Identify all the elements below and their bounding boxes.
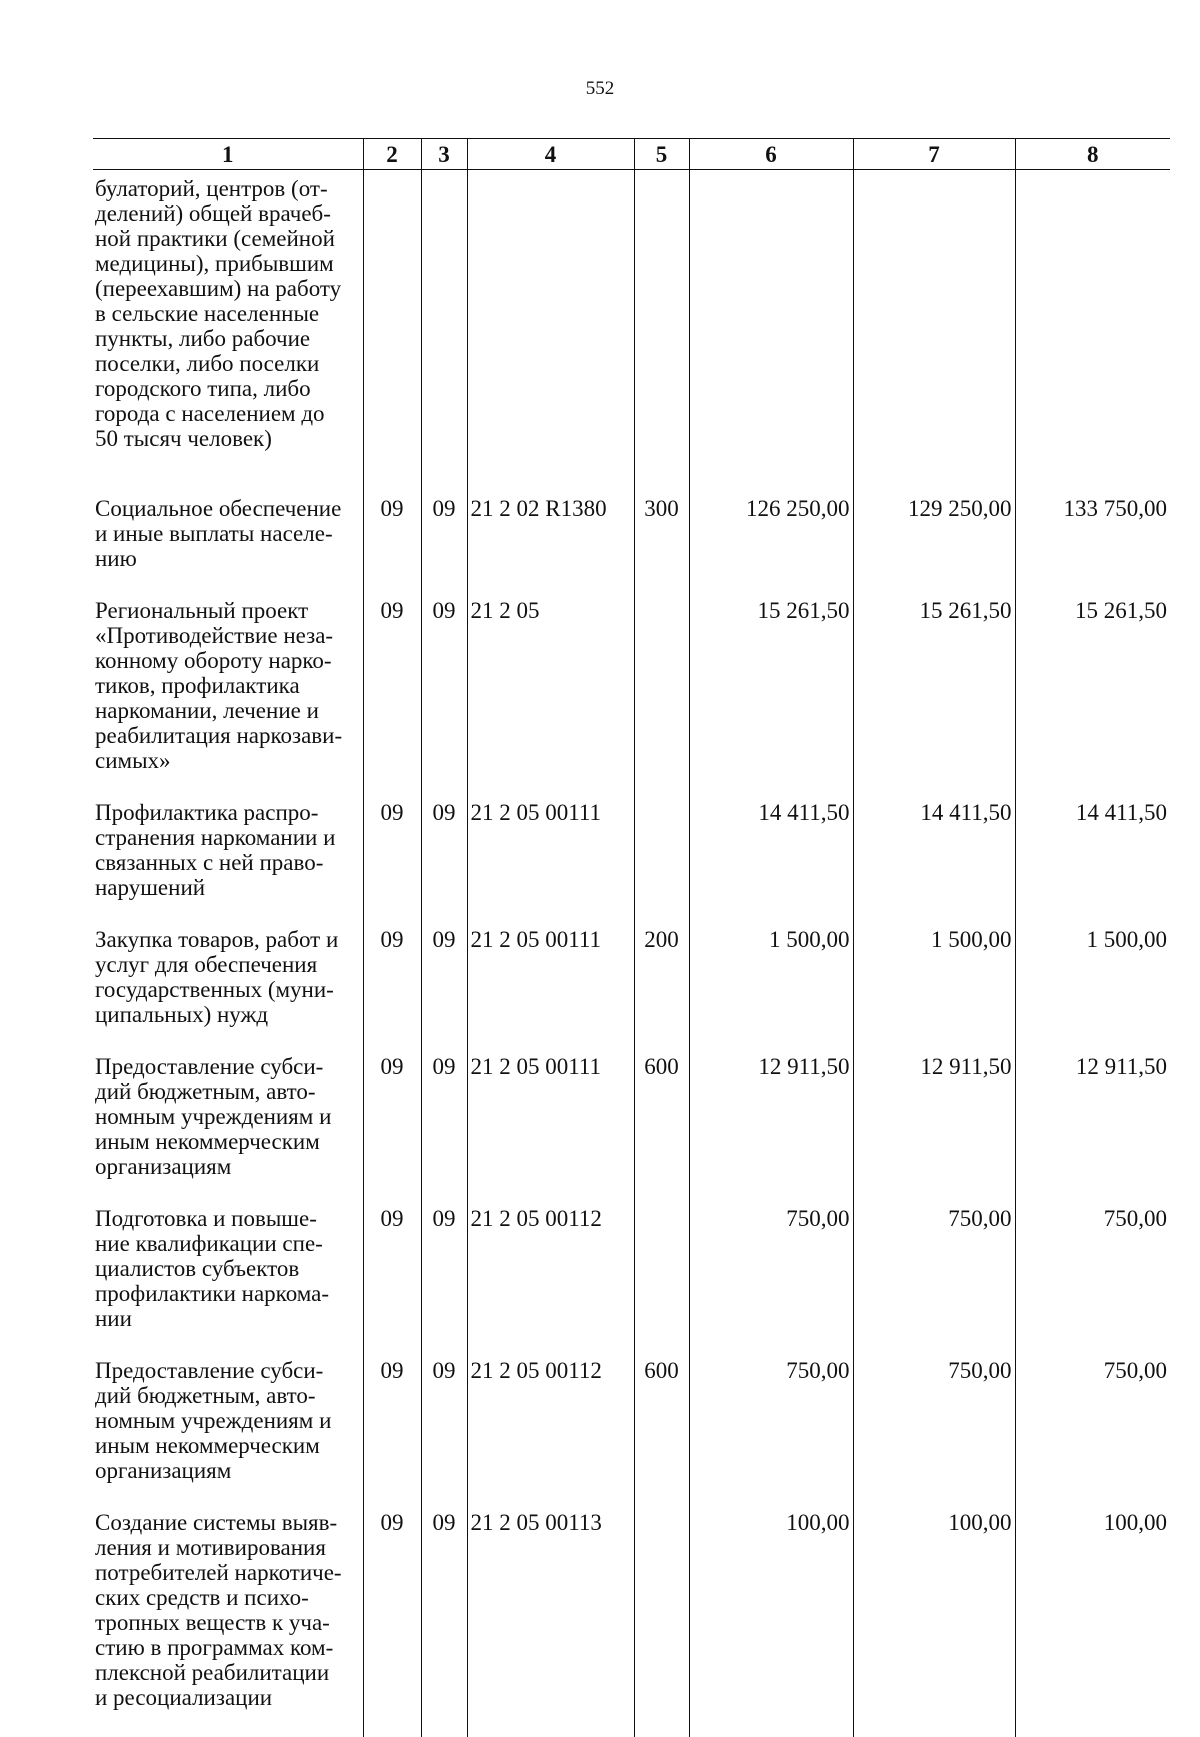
row-subsection-cell: 09 xyxy=(421,800,467,927)
table-end xyxy=(93,1596,1170,1597)
row-name-cell: Предоставление субси- дий бюджетным, авто- номным учреждениям и иным некоммерческим организациям xyxy=(93,1358,363,1510)
row-name-cell: Профилактика распро- странения наркомании и связанных с ней право- нарушений xyxy=(93,800,363,927)
row-name-cell: Создание системы выяв- ления и мотивирования потребителей наркотиче- ских средств и психо- тропных веществ к уча- стию в программах ком- плексной реабилитации и ресоциализации xyxy=(93,1510,363,1737)
row-subsection-cell: 09 xyxy=(421,1358,467,1510)
row-section-cell: 09 xyxy=(363,800,421,927)
row-target-article-cell: 21 2 05 00111 xyxy=(467,927,634,1054)
header-col-7: 7 xyxy=(853,139,1015,170)
row-amount-col6-cell: 15 261,50 xyxy=(689,598,853,800)
row-target-article-cell: 21 2 02 R1380 xyxy=(467,478,634,598)
table-row xyxy=(93,478,1170,598)
header-col-3: 3 xyxy=(421,139,467,170)
header-col-8: 8 xyxy=(1015,139,1170,170)
row-target-article-cell: 21 2 05 00112 xyxy=(467,1206,634,1358)
row-name-cell: Предоставление субси- дий бюджетным, авто- номным учреждениям и иным некоммерческим организациям xyxy=(93,1054,363,1206)
row-amount-col6-cell: 126 250,00 xyxy=(689,478,853,598)
header-col-4: 4 xyxy=(467,139,634,170)
row-subsection-cell: 09 xyxy=(421,1054,467,1206)
row-target-article-cell xyxy=(467,170,634,479)
header-col-5: 5 xyxy=(634,139,689,170)
table-row xyxy=(93,1510,1170,1737)
row-amount-col6-cell: 750,00 xyxy=(689,1206,853,1358)
row-subsection-cell: 09 xyxy=(421,478,467,598)
row-name-cell: Закупка товаров, работ и услуг для обеспечения государственных (муни- ципальных) нужд xyxy=(93,927,363,1054)
row-subsection-cell: 09 xyxy=(421,1510,467,1737)
row-amount-col6-cell: 12 911,50 xyxy=(689,1054,853,1206)
row-target-article-cell: 21 2 05 00111 xyxy=(467,800,634,927)
header-col-2: 2 xyxy=(363,139,421,170)
table-row xyxy=(93,170,1170,479)
header-row xyxy=(93,139,1170,170)
row-amount-col6-cell xyxy=(689,170,853,479)
row-amount-col6-cell: 14 411,50 xyxy=(689,800,853,927)
row-amount-col6-cell: 750,00 xyxy=(689,1358,853,1510)
row-expense-type-cell xyxy=(634,598,689,800)
row-subsection-cell xyxy=(421,170,467,479)
row-amount-col8-cell xyxy=(1015,170,1170,479)
row-section-cell: 09 xyxy=(363,1358,421,1510)
budget-table xyxy=(93,138,1170,1737)
table-row xyxy=(93,598,1170,800)
header-col-1: 1 xyxy=(93,139,363,170)
row-amount-col8-cell: 100,00 xyxy=(1015,1510,1170,1737)
row-name-cell: Социальное обеспечение и иные выплаты населе- нию xyxy=(93,478,363,598)
row-amount-col7-cell: 129 250,00 xyxy=(853,478,1015,598)
row-name-cell: Региональный проект «Противодействие неза- конному обороту нарко- тиков, профилактика наркомании, лечение и реабилитация наркозави- симых» xyxy=(93,598,363,800)
row-amount-col7-cell: 750,00 xyxy=(853,1358,1015,1510)
row-expense-type-cell xyxy=(634,170,689,479)
row-section-cell: 09 xyxy=(363,1510,421,1737)
row-amount-col8-cell: 750,00 xyxy=(1015,1358,1170,1510)
row-amount-col7-cell: 15 261,50 xyxy=(853,598,1015,800)
row-amount-col7-cell: 14 411,50 xyxy=(853,800,1015,927)
row-section-cell: 09 xyxy=(363,478,421,598)
row-expense-type-cell xyxy=(634,1510,689,1737)
row-section-cell: 09 xyxy=(363,1206,421,1358)
page-number: 552 xyxy=(0,78,1200,100)
row-section-cell xyxy=(363,170,421,479)
row-section-cell: 09 xyxy=(363,598,421,800)
table-row xyxy=(93,927,1170,1054)
row-name-cell: булаторий, центров (от- делений) общей врачеб- ной практики (семейной медицины), прибывшим (переехавшим) на работу в сельские населенные пункты, либо рабочие поселки, либо поселки городского типа, либо города с населением до 50 тысяч человек) xyxy=(93,170,363,479)
row-target-article-cell: 21 2 05 00111 xyxy=(467,1054,634,1206)
row-amount-col6-cell: 100,00 xyxy=(689,1510,853,1737)
row-expense-type-cell: 300 xyxy=(634,478,689,598)
row-amount-col6-cell: 1 500,00 xyxy=(689,927,853,1054)
row-amount-col8-cell: 750,00 xyxy=(1015,1206,1170,1358)
row-amount-col7-cell: 1 500,00 xyxy=(853,927,1015,1054)
row-expense-type-cell xyxy=(634,800,689,927)
row-target-article-cell: 21 2 05 xyxy=(467,598,634,800)
row-amount-col7-cell: 750,00 xyxy=(853,1206,1015,1358)
row-amount-col8-cell: 14 411,50 xyxy=(1015,800,1170,927)
row-subsection-cell: 09 xyxy=(421,927,467,1054)
row-subsection-cell: 09 xyxy=(421,598,467,800)
row-amount-col8-cell: 133 750,00 xyxy=(1015,478,1170,598)
table-body xyxy=(93,170,1170,1737)
row-target-article-cell: 21 2 05 00112 xyxy=(467,1358,634,1510)
row-expense-type-cell xyxy=(634,1206,689,1358)
row-expense-type-cell: 600 xyxy=(634,1054,689,1206)
row-amount-col8-cell: 1 500,00 xyxy=(1015,927,1170,1054)
header-col-6: 6 xyxy=(689,139,853,170)
row-expense-type-cell: 600 xyxy=(634,1358,689,1510)
row-expense-type-cell: 200 xyxy=(634,927,689,1054)
table-row xyxy=(93,1206,1170,1358)
row-target-article-cell: 21 2 05 00113 xyxy=(467,1510,634,1737)
table-row xyxy=(93,1358,1170,1510)
table-row xyxy=(93,800,1170,927)
row-name-cell: Подготовка и повыше- ние квалификации спе- циалистов субъектов профилактики наркома- нии xyxy=(93,1206,363,1358)
row-amount-col7-cell xyxy=(853,170,1015,479)
row-section-cell: 09 xyxy=(363,1054,421,1206)
row-subsection-cell: 09 xyxy=(421,1206,467,1358)
row-amount-col7-cell: 12 911,50 xyxy=(853,1054,1015,1206)
row-section-cell: 09 xyxy=(363,927,421,1054)
table-row xyxy=(93,1054,1170,1206)
row-amount-col8-cell: 12 911,50 xyxy=(1015,1054,1170,1206)
row-amount-col8-cell: 15 261,50 xyxy=(1015,598,1170,800)
row-amount-col7-cell: 100,00 xyxy=(853,1510,1015,1737)
